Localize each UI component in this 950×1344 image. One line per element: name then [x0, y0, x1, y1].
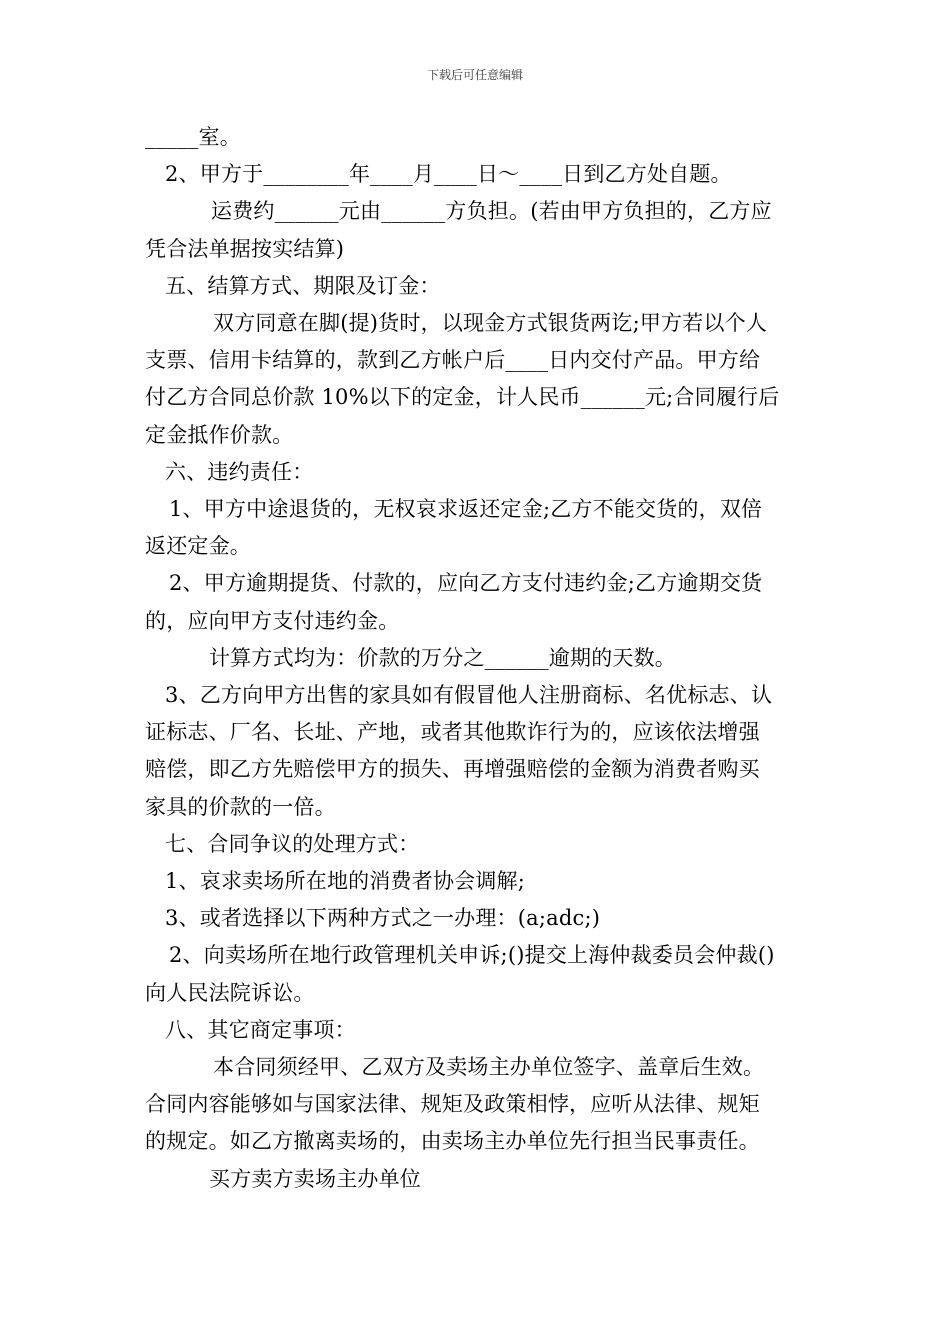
document-line: 八、其它商定事项： [165, 1017, 356, 1042]
document-line: 运费约______元由______方负担。(若由甲方负担的，乙方应 [211, 199, 772, 224]
document-line: 2、甲方逾期提货、付款的，应向乙方支付违约金;乙方逾期交货 [169, 571, 763, 596]
document-line: 向人民法院诉讼。 [145, 980, 315, 1005]
document-line: 付乙方合同总价款 10%以下的定金，计人民币______元;合同履行后 [145, 385, 780, 410]
document-line: 支票、信用卡结算的，款到乙方帐户后____日内交付产品。甲方给 [145, 348, 761, 373]
document-line: 本合同须经甲、乙双方及卖场主办单位签字、盖章后生效。 [213, 1055, 765, 1080]
document-line: 计算方式均为：价款的万分之______逾期的天数。 [209, 645, 676, 670]
document-line: 双方同意在脚(提)货时，以现金方式银货两讫;甲方若以个人 [213, 311, 768, 336]
document-line: 合同内容能够如与国家法律、规矩及政策相悖，应听从法律、规矩 [145, 1092, 760, 1117]
document-line: 家具的价款的一倍。 [145, 794, 336, 819]
document-line: 定金抵作价款。 [145, 422, 294, 447]
document-line: 证标志、厂名、长址、产地，或者其他欺诈行为的，应该依法增强 [145, 720, 760, 745]
document-line: 3、乙方向甲方出售的家具如有假冒他人注册商标、名优标志、认 [165, 683, 773, 708]
document-line: 买方卖方卖场主办单位 [209, 1166, 421, 1191]
document-line: 3、或者选择以下两种方式之一办理：(a;adc;) [165, 906, 601, 931]
document-line: 2、甲方于________年____月____日～____日到乙方处自题。 [165, 162, 732, 187]
document-line: 的，应向甲方支付违约金。 [145, 608, 400, 633]
document-line: 七、合同争议的处理方式： [165, 831, 420, 856]
document-line: 1、甲方中途退货的，无权哀求返还定金;乙方不能交货的，双倍 [169, 497, 763, 522]
document-line: 凭合法单据按实结算) [145, 236, 345, 261]
page-header: 下载后可任意编辑 [426, 68, 523, 82]
document-line: 五、结算方式、期限及订金： [165, 273, 441, 298]
document-line: 赔偿，即乙方先赔偿甲方的损失、再增强赔偿的金额为消费者购买 [145, 757, 760, 782]
document-line: 返还定金。 [145, 534, 251, 559]
document-line: _____室。 [145, 125, 241, 149]
document-line: 2、向卖场所在地行政管理机关申诉;()提交上海仲裁委员会仲裁() [169, 943, 775, 968]
document-line: 六、违约责任： [165, 459, 314, 484]
contract-body [145, 119, 810, 1198]
document-line: 1、哀求卖场所在地的消费者协会调解; [165, 869, 526, 894]
document-line: 的规定。如乙方撤离卖场的，由卖场主办单位先行担当民事责任。 [145, 1129, 760, 1154]
